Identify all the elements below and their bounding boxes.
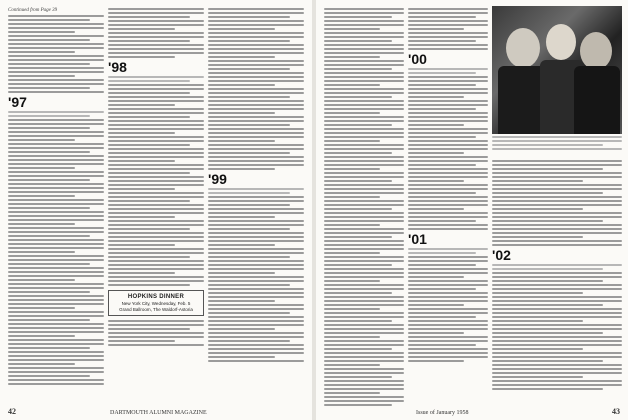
- left-col-3: [208, 8, 304, 364]
- continued-note: Continued from Page 39: [8, 8, 58, 13]
- hopkins-dinner-title: HOPKINS DINNER: [127, 294, 185, 300]
- class-heading-01: '01: [408, 231, 427, 247]
- class-heading-00: '00: [408, 51, 427, 67]
- left-col-1: [8, 8, 104, 387]
- right-col-1: [324, 8, 404, 408]
- hopkins-dinner-line1: New York City, Wednesday, Feb. 5: [121, 301, 191, 306]
- class-heading-02: '02: [492, 247, 511, 263]
- class-heading-97: '97: [8, 94, 27, 110]
- right-col-3: [492, 160, 622, 392]
- class-heading-99: '99: [208, 171, 227, 187]
- right-running-foot: Issue of January 1958: [416, 410, 469, 416]
- left-folio: 42: [8, 407, 16, 416]
- left-col-2: [108, 8, 204, 348]
- class-photo: [492, 6, 622, 134]
- hopkins-dinner-line2: Grand Ballroom, The Waldorf-Astoria: [119, 307, 193, 312]
- hopkins-dinner-box: [108, 290, 204, 316]
- photo-caption: [492, 136, 622, 152]
- right-folio: 43: [612, 407, 620, 416]
- right-col-2: [408, 8, 488, 364]
- right-page: [316, 0, 628, 420]
- left-running-foot: DARTMOUTH ALUMNI MAGAZINE: [110, 410, 207, 416]
- class-heading-98: '98: [108, 59, 127, 75]
- left-page: [0, 0, 312, 420]
